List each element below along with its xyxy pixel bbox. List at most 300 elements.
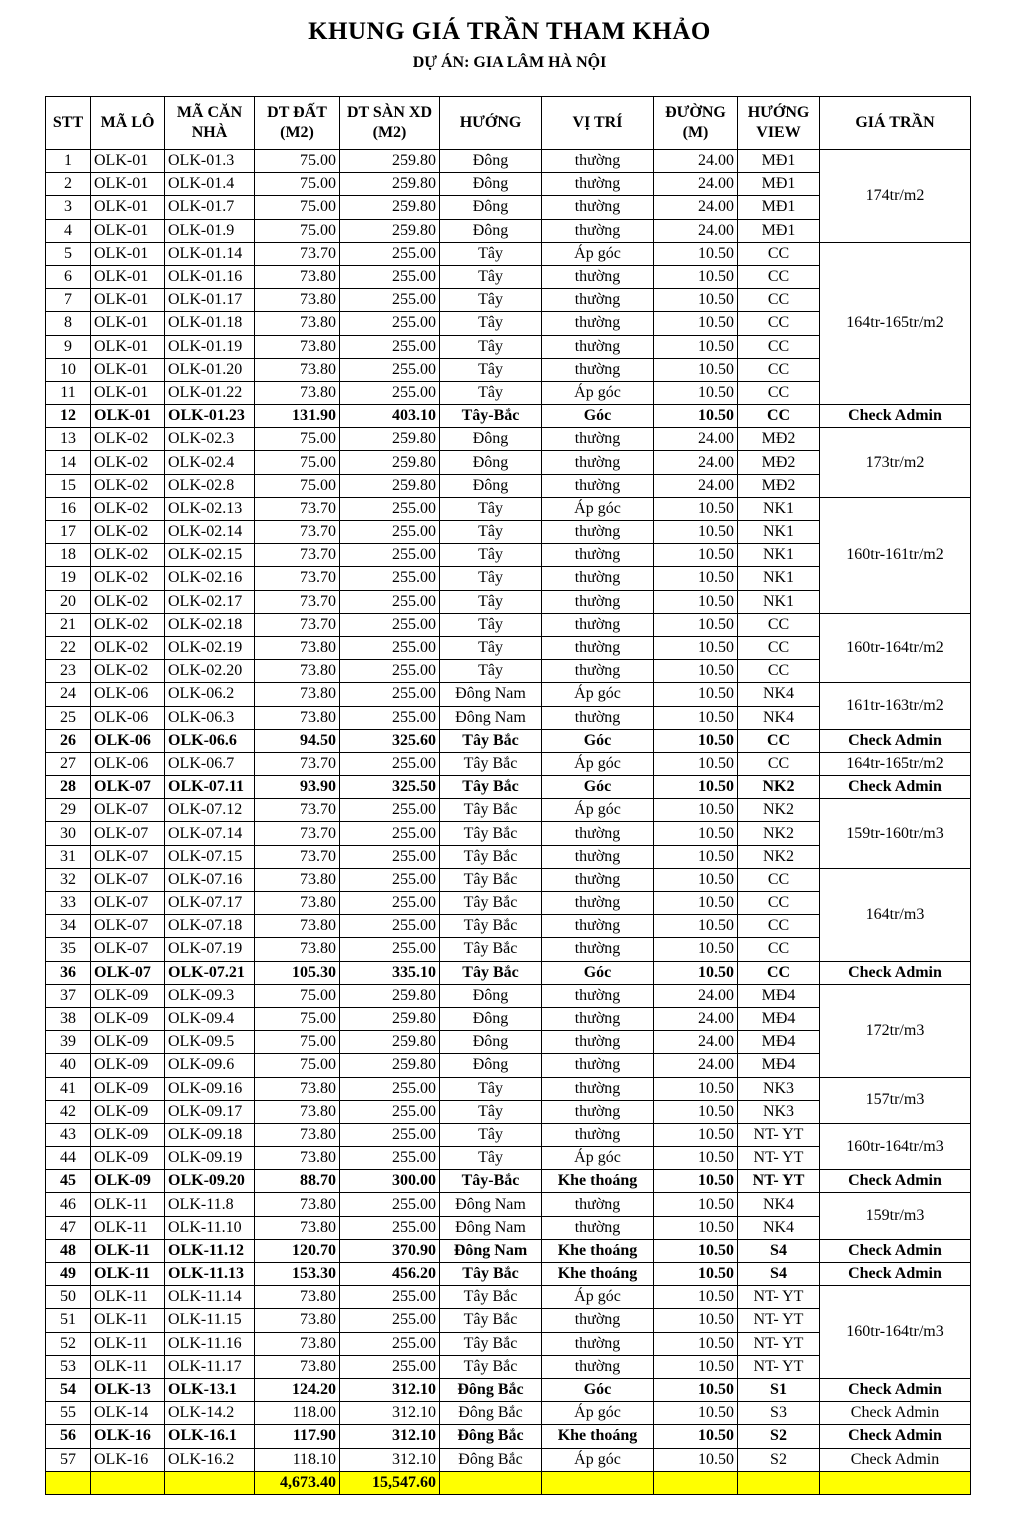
cell-vi-tri: Góc	[542, 1378, 654, 1401]
cell-ma-lo: OLK-01	[91, 173, 165, 196]
cell-dt-san: 255.00	[340, 1332, 440, 1355]
cell-vi-tri: thường	[542, 1031, 654, 1054]
cell-duong: 24.00	[654, 1054, 738, 1077]
cell-huong: Đông	[440, 984, 542, 1007]
cell-huong: Đông	[440, 150, 542, 173]
cell-duong: 24.00	[654, 428, 738, 451]
cell-vi-tri: thường	[542, 1309, 654, 1332]
cell-dt-dat: 73.80	[255, 868, 340, 891]
cell-duong: 10.50	[654, 613, 738, 636]
cell-ma-lo: OLK-11	[91, 1216, 165, 1239]
cell-huong-view: CC	[738, 289, 820, 312]
cell-dt-san: 255.00	[340, 868, 440, 891]
cell-dt-san: 259.80	[340, 474, 440, 497]
cell-huong-view: NK2	[738, 822, 820, 845]
cell-dt-san: 255.00	[340, 1193, 440, 1216]
cell-duong: 10.50	[654, 1286, 738, 1309]
cell-stt: 56	[46, 1425, 91, 1448]
cell-dt-dat: 73.80	[255, 312, 340, 335]
cell-stt: 28	[46, 776, 91, 799]
cell-ma-can: OLK-11.8	[165, 1193, 255, 1216]
cell-vi-tri: thường	[542, 428, 654, 451]
table-row	[46, 1077, 971, 1100]
table-row	[46, 1123, 971, 1146]
cell-dt-san: 255.00	[340, 265, 440, 288]
cell-gia-tran: 160tr-164tr/m2	[820, 613, 971, 683]
cell-dt-san: 255.00	[340, 242, 440, 265]
cell-vi-tri: thường	[542, 915, 654, 938]
cell-gia-tran: Check Admin	[820, 1402, 971, 1425]
cell-huong: Tây-Bắc	[440, 1170, 542, 1193]
cell-stt: 37	[46, 984, 91, 1007]
cell-duong: 10.50	[654, 590, 738, 613]
cell-duong: 10.50	[654, 1170, 738, 1193]
cell-dt-san: 300.00	[340, 1170, 440, 1193]
cell-dt-dat: 73.80	[255, 683, 340, 706]
cell-huong-view: CC	[738, 915, 820, 938]
cell-stt: 2	[46, 173, 91, 196]
cell-vi-tri: Áp góc	[542, 1402, 654, 1425]
cell-ma-lo: OLK-11	[91, 1309, 165, 1332]
cell-vi-tri: thường	[542, 868, 654, 891]
cell-huong-view: CC	[738, 335, 820, 358]
cell-ma-lo: OLK-07	[91, 799, 165, 822]
cell-huong: Tây	[440, 358, 542, 381]
cell-vi-tri: Áp góc	[542, 242, 654, 265]
cell-ma-can: OLK-06.2	[165, 683, 255, 706]
cell-huong-view: S1	[738, 1378, 820, 1401]
cell-huong: Tây	[440, 312, 542, 335]
cell-vi-tri: thường	[542, 451, 654, 474]
cell-ma-can: OLK-07.14	[165, 822, 255, 845]
cell-ma-can: OLK-01.16	[165, 265, 255, 288]
cell-vi-tri: thường	[542, 312, 654, 335]
cell-vi-tri: thường	[542, 219, 654, 242]
cell-vi-tri: thường	[542, 567, 654, 590]
cell-duong: 10.50	[654, 706, 738, 729]
cell-dt-dat: 73.80	[255, 660, 340, 683]
cell-vi-tri: thường	[542, 938, 654, 961]
cell-ma-lo: OLK-02	[91, 613, 165, 636]
cell-huong: Tây Bắc	[440, 752, 542, 775]
cell-ma-lo: OLK-02	[91, 521, 165, 544]
cell-huong-view: NK4	[738, 706, 820, 729]
cell-gia-tran: 172tr/m3	[820, 984, 971, 1077]
cell-stt: 16	[46, 497, 91, 520]
cell-dt-dat: 73.80	[255, 1123, 340, 1146]
cell-duong: 10.50	[654, 729, 738, 752]
cell-dt-san: 255.00	[340, 1077, 440, 1100]
cell-stt: 19	[46, 567, 91, 590]
cell-vi-tri: Khe thoáng	[542, 1170, 654, 1193]
cell-vi-tri: thường	[542, 636, 654, 659]
cell-vi-tri: thường	[542, 196, 654, 219]
cell-dt-san: 255.00	[340, 381, 440, 404]
cell-dt-san: 255.00	[340, 822, 440, 845]
header-cell: DT ĐẤT (M2)	[255, 97, 340, 150]
cell-huong: Tây	[440, 381, 542, 404]
cell-ma-can: OLK-11.14	[165, 1286, 255, 1309]
cell-huong: Tây	[440, 265, 542, 288]
cell-huong-view: CC	[738, 613, 820, 636]
cell-duong: 10.50	[654, 1193, 738, 1216]
cell-duong: 10.50	[654, 265, 738, 288]
cell-dt-san: 255.00	[340, 521, 440, 544]
cell-ma-lo: OLK-09	[91, 1054, 165, 1077]
cell-huong-view: CC	[738, 358, 820, 381]
cell-ma-lo: OLK-16	[91, 1425, 165, 1448]
cell-ma-lo: OLK-02	[91, 497, 165, 520]
cell-dt-dat: 124.20	[255, 1378, 340, 1401]
cell-stt: 31	[46, 845, 91, 868]
cell-vi-tri: Áp góc	[542, 381, 654, 404]
cell-stt: 23	[46, 660, 91, 683]
cell-huong-view: MĐ1	[738, 173, 820, 196]
cell-ma-can: OLK-09.19	[165, 1147, 255, 1170]
cell-ma-can: OLK-09.16	[165, 1077, 255, 1100]
cell-ma-lo: OLK-01	[91, 289, 165, 312]
cell-dt-dat: 75.00	[255, 1031, 340, 1054]
cell-duong: 10.50	[654, 683, 738, 706]
cell-huong: Đông Nam	[440, 1193, 542, 1216]
cell-duong: 10.50	[654, 1332, 738, 1355]
header-cell: MÃ LÔ	[91, 97, 165, 150]
cell-dt-dat: 73.70	[255, 613, 340, 636]
cell-ma-lo: OLK-07	[91, 822, 165, 845]
cell-gia-tran: Check Admin	[820, 1425, 971, 1448]
cell-ma-lo: OLK-11	[91, 1286, 165, 1309]
cell-huong: Đông Bắc	[440, 1425, 542, 1448]
cell-vi-tri: Góc	[542, 729, 654, 752]
cell-dt-dat: 73.80	[255, 706, 340, 729]
cell-gia-tran: Check Admin	[820, 776, 971, 799]
cell-stt: 52	[46, 1332, 91, 1355]
cell-huong-view: NT- YT	[738, 1355, 820, 1378]
cell-duong: 10.50	[654, 1448, 738, 1471]
cell-ma-can: OLK-02.20	[165, 660, 255, 683]
table-row	[46, 1402, 971, 1425]
cell-dt-dat: 73.80	[255, 1332, 340, 1355]
cell-ma-lo: OLK-01	[91, 312, 165, 335]
cell-vi-tri: Áp góc	[542, 683, 654, 706]
cell-huong: Đông	[440, 196, 542, 219]
cell-stt: 13	[46, 428, 91, 451]
cell-dt-san: 312.10	[340, 1378, 440, 1401]
cell-duong: 10.50	[654, 312, 738, 335]
cell-vi-tri: Khe thoáng	[542, 1263, 654, 1286]
cell-huong-view: CC	[738, 405, 820, 428]
cell-stt: 10	[46, 358, 91, 381]
cell-dt-san: 403.10	[340, 405, 440, 428]
cell-dt-san: 259.80	[340, 1007, 440, 1030]
cell-gia-tran: Check Admin	[820, 1448, 971, 1471]
cell-stt: 49	[46, 1263, 91, 1286]
cell-ma-can: OLK-02.18	[165, 613, 255, 636]
cell-gia-tran: 174tr/m2	[820, 150, 971, 243]
cell-dt-dat: 75.00	[255, 474, 340, 497]
cell-huong: Tây	[440, 497, 542, 520]
cell-duong: 24.00	[654, 474, 738, 497]
cell-dt-dat: 73.80	[255, 938, 340, 961]
cell-vi-tri: Góc	[542, 961, 654, 984]
cell-dt-dat: 73.80	[255, 915, 340, 938]
cell-stt: 22	[46, 636, 91, 659]
cell-ma-can: OLK-02.17	[165, 590, 255, 613]
cell-dt-dat: 73.70	[255, 567, 340, 590]
cell-huong: Tây	[440, 590, 542, 613]
cell-dt-san: 312.10	[340, 1402, 440, 1425]
cell-duong: 10.50	[654, 1425, 738, 1448]
cell-ma-lo: OLK-09	[91, 984, 165, 1007]
cell-ma-lo: OLK-11	[91, 1355, 165, 1378]
table-row	[46, 497, 971, 520]
cell-huong-view: CC	[738, 729, 820, 752]
cell-ma-can: OLK-02.14	[165, 521, 255, 544]
cell-huong: Đông	[440, 219, 542, 242]
cell-stt: 50	[46, 1286, 91, 1309]
cell-ma-can: OLK-01.14	[165, 242, 255, 265]
cell-dt-dat: 73.80	[255, 1309, 340, 1332]
cell-duong: 10.50	[654, 1100, 738, 1123]
cell-duong: 10.50	[654, 1402, 738, 1425]
cell-stt: 57	[46, 1448, 91, 1471]
cell-dt-dat: 73.80	[255, 358, 340, 381]
cell-ma-lo: OLK-11	[91, 1332, 165, 1355]
cell-dt-dat: 73.80	[255, 1355, 340, 1378]
cell-ma-can: OLK-02.4	[165, 451, 255, 474]
cell-dt-san: 255.00	[340, 660, 440, 683]
cell-ma-can: OLK-07.18	[165, 915, 255, 938]
cell-dt-san: 259.80	[340, 196, 440, 219]
cell-dt-san: 335.10	[340, 961, 440, 984]
cell-dt-dat: 73.80	[255, 289, 340, 312]
cell-ma-lo: OLK-01	[91, 335, 165, 358]
cell-vi-tri: thường	[542, 1123, 654, 1146]
cell-ma-lo: OLK-16	[91, 1448, 165, 1471]
cell-ma-can: OLK-11.17	[165, 1355, 255, 1378]
cell-ma-lo: OLK-01	[91, 265, 165, 288]
cell-ma-can: OLK-09.5	[165, 1031, 255, 1054]
cell-duong: 24.00	[654, 219, 738, 242]
cell-huong: Tây	[440, 1147, 542, 1170]
cell-vi-tri: thường	[542, 474, 654, 497]
table-row	[46, 1286, 971, 1309]
cell-stt: 45	[46, 1170, 91, 1193]
cell-stt: 42	[46, 1100, 91, 1123]
cell-dt-dat: 93.90	[255, 776, 340, 799]
document-title: KHUNG GIÁ TRẦN THAM KHẢO	[308, 18, 711, 45]
cell-ma-lo: OLK-02	[91, 451, 165, 474]
cell-gia-tran: 160tr-164tr/m3	[820, 1286, 971, 1379]
table-row	[46, 242, 971, 265]
document-subtitle: DỰ ÁN: GIA LÂM HÀ NỘI	[412, 54, 607, 71]
total-cell	[542, 1471, 654, 1494]
cell-stt: 35	[46, 938, 91, 961]
cell-huong: Đông	[440, 428, 542, 451]
cell-ma-lo: OLK-09	[91, 1123, 165, 1146]
table-row	[46, 1170, 971, 1193]
cell-gia-tran: 161tr-163tr/m2	[820, 683, 971, 729]
cell-huong: Tây Bắc	[440, 892, 542, 915]
cell-duong: 10.50	[654, 1216, 738, 1239]
cell-dt-san: 255.00	[340, 1123, 440, 1146]
cell-ma-can: OLK-16.1	[165, 1425, 255, 1448]
cell-huong-view: NK2	[738, 776, 820, 799]
cell-huong-view: NK1	[738, 544, 820, 567]
cell-ma-can: OLK-06.7	[165, 752, 255, 775]
cell-stt: 47	[46, 1216, 91, 1239]
table-row	[46, 1448, 971, 1471]
cell-dt-san: 259.80	[340, 1054, 440, 1077]
cell-dt-san: 325.50	[340, 776, 440, 799]
cell-ma-lo: OLK-13	[91, 1378, 165, 1401]
cell-huong-view: CC	[738, 312, 820, 335]
cell-vi-tri: thường	[542, 1193, 654, 1216]
cell-huong-view: NT- YT	[738, 1147, 820, 1170]
cell-ma-lo: OLK-11	[91, 1263, 165, 1286]
cell-vi-tri: Khe thoáng	[542, 1425, 654, 1448]
cell-vi-tri: Góc	[542, 776, 654, 799]
cell-stt: 51	[46, 1309, 91, 1332]
cell-stt: 26	[46, 729, 91, 752]
total-dt-san: 15,547.60	[340, 1471, 440, 1494]
cell-vi-tri: Áp góc	[542, 1448, 654, 1471]
cell-dt-dat: 73.70	[255, 822, 340, 845]
cell-vi-tri: thường	[542, 660, 654, 683]
cell-huong-view: NK4	[738, 1193, 820, 1216]
cell-stt: 21	[46, 613, 91, 636]
cell-dt-dat: 73.70	[255, 242, 340, 265]
cell-duong: 10.50	[654, 1378, 738, 1401]
cell-huong-view: CC	[738, 938, 820, 961]
cell-stt: 4	[46, 219, 91, 242]
cell-huong-view: CC	[738, 892, 820, 915]
cell-stt: 25	[46, 706, 91, 729]
cell-ma-can: OLK-01.18	[165, 312, 255, 335]
cell-huong: Đông Nam	[440, 706, 542, 729]
cell-dt-san: 255.00	[340, 1286, 440, 1309]
cell-stt: 12	[46, 405, 91, 428]
table-row	[46, 1193, 971, 1216]
cell-ma-can: OLK-09.4	[165, 1007, 255, 1030]
cell-huong-view: MĐ4	[738, 1031, 820, 1054]
cell-ma-can: OLK-07.21	[165, 961, 255, 984]
cell-ma-lo: OLK-14	[91, 1402, 165, 1425]
cell-dt-dat: 73.80	[255, 636, 340, 659]
cell-dt-san: 259.80	[340, 150, 440, 173]
header-cell: VỊ TRÍ	[542, 97, 654, 150]
cell-gia-tran: Check Admin	[820, 961, 971, 984]
cell-ma-lo: OLK-01	[91, 381, 165, 404]
cell-vi-tri: thường	[542, 173, 654, 196]
cell-gia-tran: 160tr-161tr/m2	[820, 497, 971, 613]
cell-huong: Đông Nam	[440, 1239, 542, 1262]
cell-huong-view: NK2	[738, 845, 820, 868]
cell-huong: Tây Bắc	[440, 868, 542, 891]
cell-ma-lo: OLK-11	[91, 1239, 165, 1262]
cell-dt-san: 255.00	[340, 938, 440, 961]
cell-huong: Đông	[440, 451, 542, 474]
cell-ma-can: OLK-02.8	[165, 474, 255, 497]
cell-dt-san: 255.00	[340, 915, 440, 938]
cell-ma-can: OLK-01.22	[165, 381, 255, 404]
cell-vi-tri: thường	[542, 1100, 654, 1123]
cell-ma-can: OLK-01.4	[165, 173, 255, 196]
cell-gia-tran: Check Admin	[820, 405, 971, 428]
cell-ma-can: OLK-11.15	[165, 1309, 255, 1332]
cell-ma-can: OLK-09.6	[165, 1054, 255, 1077]
cell-huong: Tây	[440, 1100, 542, 1123]
cell-duong: 10.50	[654, 776, 738, 799]
table-row	[46, 405, 971, 428]
cell-dt-dat: 73.70	[255, 544, 340, 567]
cell-huong: Tây Bắc	[440, 915, 542, 938]
cell-huong: Tây Bắc	[440, 729, 542, 752]
cell-ma-lo: OLK-09	[91, 1007, 165, 1030]
cell-dt-san: 255.00	[340, 312, 440, 335]
cell-ma-lo: OLK-02	[91, 428, 165, 451]
cell-duong: 24.00	[654, 1007, 738, 1030]
cell-huong: Tây Bắc	[440, 961, 542, 984]
cell-huong-view: NK2	[738, 799, 820, 822]
cell-stt: 44	[46, 1147, 91, 1170]
cell-vi-tri: thường	[542, 1054, 654, 1077]
cell-dt-dat: 75.00	[255, 219, 340, 242]
cell-huong: Tây	[440, 1077, 542, 1100]
cell-huong: Tây Bắc	[440, 822, 542, 845]
total-cell	[165, 1471, 255, 1494]
cell-ma-lo: OLK-09	[91, 1031, 165, 1054]
cell-ma-can: OLK-01.3	[165, 150, 255, 173]
table-row	[46, 776, 971, 799]
cell-dt-dat: 75.00	[255, 984, 340, 1007]
cell-stt: 32	[46, 868, 91, 891]
cell-ma-can: OLK-01.23	[165, 405, 255, 428]
cell-ma-can: OLK-01.7	[165, 196, 255, 219]
cell-ma-lo: OLK-02	[91, 474, 165, 497]
cell-gia-tran: 164tr-165tr/m2	[820, 242, 971, 404]
cell-ma-can: OLK-07.15	[165, 845, 255, 868]
table-row	[46, 752, 971, 775]
cell-stt: 55	[46, 1402, 91, 1425]
cell-huong: Tây	[440, 289, 542, 312]
cell-ma-lo: OLK-09	[91, 1077, 165, 1100]
cell-dt-san: 255.00	[340, 358, 440, 381]
table-row	[46, 1239, 971, 1262]
cell-dt-dat: 73.80	[255, 892, 340, 915]
cell-dt-dat: 73.80	[255, 381, 340, 404]
cell-ma-lo: OLK-09	[91, 1170, 165, 1193]
cell-huong: Tây	[440, 660, 542, 683]
cell-huong-view: NK3	[738, 1077, 820, 1100]
cell-huong: Tây Bắc	[440, 1332, 542, 1355]
cell-vi-tri: Áp góc	[542, 1286, 654, 1309]
cell-huong: Tây	[440, 544, 542, 567]
cell-duong: 10.50	[654, 822, 738, 845]
cell-dt-san: 255.00	[340, 799, 440, 822]
cell-dt-dat: 75.00	[255, 1054, 340, 1077]
cell-vi-tri: thường	[542, 1077, 654, 1100]
cell-huong: Tây Bắc	[440, 845, 542, 868]
cell-vi-tri: Khe thoáng	[542, 1239, 654, 1262]
price-table	[45, 96, 971, 1495]
cell-dt-san: 259.80	[340, 173, 440, 196]
cell-vi-tri: thường	[542, 590, 654, 613]
cell-duong: 10.50	[654, 544, 738, 567]
cell-huong: Đông	[440, 173, 542, 196]
cell-dt-dat: 88.70	[255, 1170, 340, 1193]
cell-ma-can: OLK-07.16	[165, 868, 255, 891]
